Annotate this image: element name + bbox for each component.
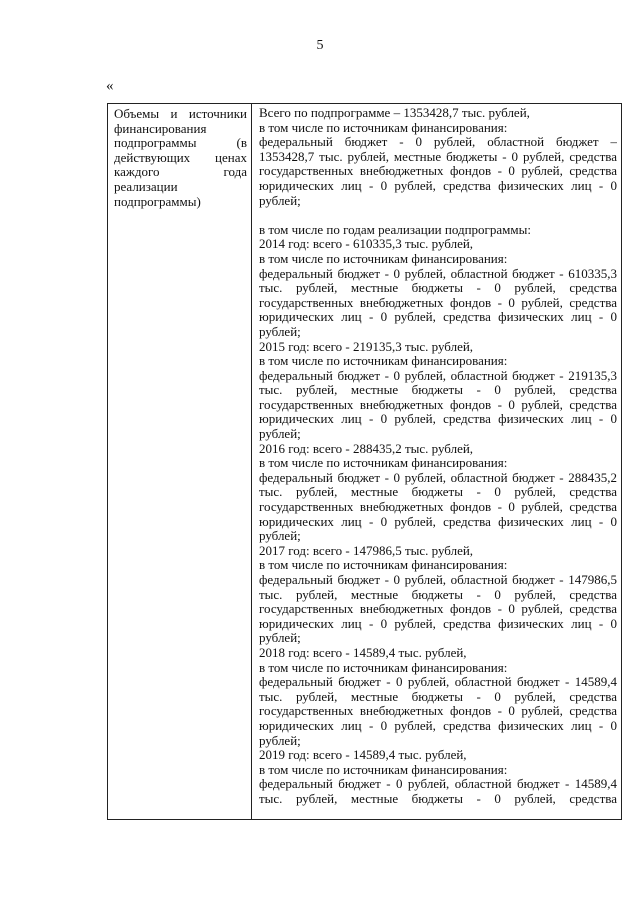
funding-detail-line: федеральный бюджет - 0 рублей, областной бюджет - 14589,4: [259, 777, 617, 792]
funding-detail-line: федеральный бюджет - 0 рублей, областной бюджет - 288435,2: [259, 470, 617, 485]
funding-label-line: подпрограммы (в: [114, 136, 247, 151]
funding-detail-line: в том числе по годам реализации подпрограммы:: [259, 222, 531, 237]
funding-label-line: финансирования: [114, 121, 207, 136]
funding-detail-line: 2014 год: всего - 610335,3 тыс. рублей,: [259, 237, 474, 252]
funding-detail-line: федеральный бюджет - 0 рублей, областной бюджет - 610335,3: [259, 266, 617, 281]
funding-detail-line: юридических лиц - 0 рублей, средства физических лиц - 0: [259, 616, 617, 631]
funding-detail-line: федеральный бюджет - 0 рублей, областной бюджет - 147986,5: [259, 573, 617, 587]
funding-detail-line: 1353428,7 тыс. рублей, местные бюджеты - 0 рублей, средства: [259, 149, 617, 164]
funding-details-cell: [252, 104, 621, 819]
funding-detail-line: в том числе по источникам финансирования:: [259, 660, 508, 675]
funding-detail-line: 2017 год: всего - 147986,5 тыс. рублей,: [259, 543, 474, 558]
funding-table: [107, 103, 622, 820]
funding-detail-line: 2019 год: всего - 14589,4 тыс. рублей,: [259, 748, 467, 763]
funding-detail-line: рублей;: [259, 193, 301, 208]
paragraph-gap: [259, 208, 617, 223]
funding-detail-line: тыс. рублей, местные бюджеты - 0 рублей, средства: [259, 281, 617, 296]
funding-detail-line: 2018 год: всего - 14589,4 тыс. рублей,: [259, 645, 467, 660]
funding-detail-line: юридических лиц - 0 рублей, средства физических лиц - 0: [259, 412, 617, 427]
funding-detail-line: государственных внебюджетных фондов - 0 рублей, средства: [259, 295, 617, 310]
funding-label-line: подпрограммы): [114, 194, 201, 209]
funding-label-line: Объемы и источники: [114, 107, 247, 121]
funding-detail-line: государственных внебюджетных фондов - 0 рублей, средства: [259, 704, 617, 719]
funding-label-line: реализации: [114, 179, 178, 194]
funding-detail-line: государственных внебюджетных фондов - 0 рублей, средства: [259, 397, 617, 412]
funding-detail-line: федеральный бюджет - 0 рублей, областной бюджет –: [259, 135, 617, 150]
funding-detail-line: рублей;: [259, 324, 301, 339]
page-number: 5: [316, 38, 324, 53]
opening-quote-mark: «: [106, 78, 114, 94]
funding-detail-line: юридических лиц - 0 рублей, средства физических лиц - 0: [259, 718, 617, 733]
funding-detail-line: в том числе по источникам финансирования:: [259, 558, 508, 573]
funding-detail-line: федеральный бюджет - 0 рублей, областной бюджет - 219135,3: [259, 368, 617, 383]
funding-detail-line: рублей;: [259, 733, 301, 748]
funding-detail-line: тыс. рублей, местные бюджеты - 0 рублей, средства: [259, 689, 617, 704]
funding-detail-line: государственных внебюджетных фондов - 0 рублей, средства: [259, 500, 617, 515]
funding-detail-line: рублей;: [259, 631, 301, 646]
funding-detail-line: в том числе по источникам финансирования:: [259, 251, 508, 266]
funding-detail-line: в том числе по источникам финансирования:: [259, 456, 508, 471]
funding-label-line: каждого года: [114, 165, 247, 180]
funding-detail-line: Всего по подпрограмме – 1353428,7 тыс. рублей,: [259, 106, 530, 120]
funding-detail-line: федеральный бюджет - 0 рублей, областной бюджет - 14589,4: [259, 675, 617, 690]
funding-detail-line: государственных внебюджетных фондов - 0 рублей, средства: [259, 164, 617, 179]
funding-detail-line: государственных внебюджетных фондов - 0 рублей, средства: [259, 602, 617, 617]
funding-detail-line: юридических лиц - 0 рублей, средства физических лиц - 0: [259, 310, 617, 325]
funding-detail-line: 2016 год: всего - 288435,2 тыс. рублей,: [259, 441, 474, 456]
funding-detail-line: 2015 год: всего - 219135,3 тыс. рублей,: [259, 339, 474, 354]
funding-label-line: действующих ценах: [114, 150, 247, 165]
funding-detail-line: в том числе по источникам финансирования:: [259, 354, 508, 369]
funding-detail-line: рублей;: [259, 427, 301, 442]
funding-detail-line: тыс. рублей, местные бюджеты - 0 рублей, средства: [259, 587, 617, 602]
funding-detail-line: в том числе по источникам финансирования:: [259, 762, 508, 777]
funding-detail-line: тыс. рублей, местные бюджеты - 0 рублей, средства: [259, 485, 617, 500]
funding-label-cell: [108, 104, 252, 819]
funding-detail-line: рублей;: [259, 529, 301, 544]
funding-detail-line: юридических лиц - 0 рублей, средства физических лиц - 0: [259, 178, 617, 193]
funding-detail-line: тыс. рублей, местные бюджеты - 0 рублей, средства: [259, 383, 617, 398]
funding-detail-line: юридических лиц - 0 рублей, средства физических лиц - 0: [259, 514, 617, 529]
funding-detail-line: в том числе по источникам финансирования:: [259, 120, 508, 135]
funding-detail-line: тыс. рублей, местные бюджеты - 0 рублей, средства: [259, 791, 617, 806]
